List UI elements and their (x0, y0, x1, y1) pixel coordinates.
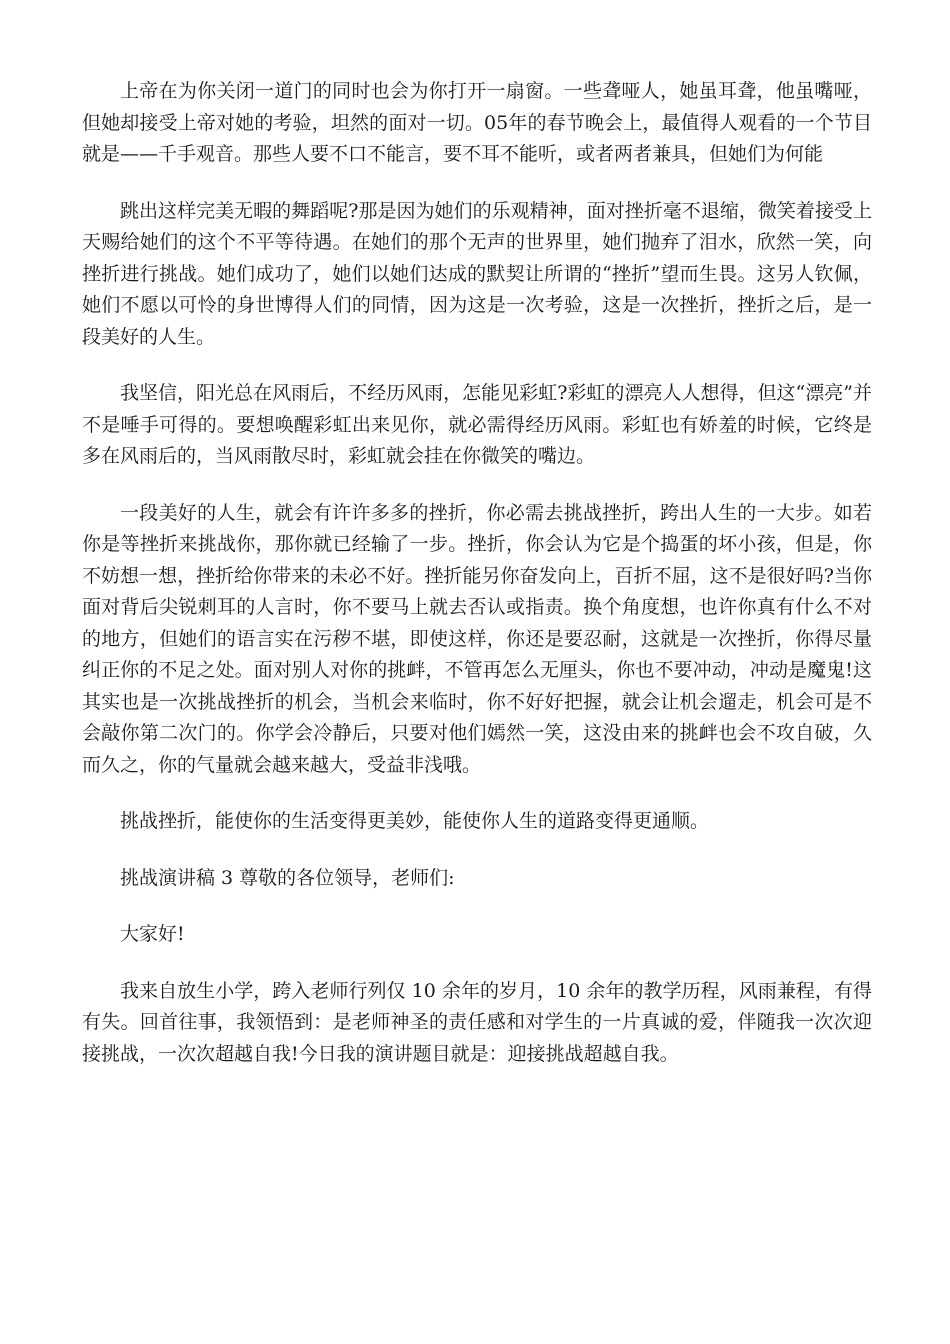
paragraph-4: 一段美好的人生，就会有许许多多的挫折，你必需去挑战挫折，跨出人生的一大步。如若你是等挫折来挑战你，那你就已经输了一步。挫折，你会认为它是个捣蛋的坏小孩，但是，你不妨想一想，挫折给你带来的未必不好。挫折能另你奋发向上，百折不屈，这不是很好吗?当你面对背后尖锐刺耳的人言时，你不要马上就去否认或指责。换个角度想，也许你真有什么不对的地方，但她们的语言实在污秽不堪，即使这样，你还是要忍耐，这就是一次挫折，你得尽量纠正你的不足之处。面对别人对你的挑衅，不管再怎么无厘头，你也不要冲动，冲动是魔鬼!这其实也是一次挑战挫折的机会，当机会来临时，你不好好把握，就会让机会遛走，机会可是不会敲你第二次门的。你学会冷静后，只要对他们嫣然一笑，这没由来的挑衅也会不攻自破，久而久之，你的气量就会越来越大，受益非浅哦。 (82, 501, 872, 776)
speech-heading: 挑战演讲稿 3 尊敬的各位领导，老师们: (120, 866, 455, 889)
paragraph-2: 跳出这样完美无暇的舞蹈呢?那是因为她们的乐观精神，面对挫折毫不退缩，微笑着接受上天赐给她们的这个不平等待遇。在她们的那个无声的世界里，她们抛弃了泪水，欣然一笑，向挫折进行挑战。她们成功了，她们以她们达成的默契让所谓的“挫折”望而生畏。这另人钦佩，她们不愿以可怜的身世博得人们的同情，因为这是一次考验，这是一次挫折，挫折之后，是一段美好的人生。 (82, 199, 872, 348)
document-body (82, 76, 872, 1095)
greeting: 大家好! (120, 923, 185, 945)
paragraph-8: 我来自放生小学，跨入老师行列仅 10 余年的岁月，10 余年的教学历程，风雨兼程，有得有失。回首往事，我领悟到：是老师神圣的责任感和对学生的一片真诚的爱，伴随我一次次迎接挑战，一次次超越自我!今日我的演讲题目就是：迎接挑战超越自我。 (82, 979, 872, 1065)
paragraph-5: 挑战挫折，能使你的生活变得更美妙，能使你人生的道路变得更通顺。 (120, 810, 710, 832)
paragraph-3: 我坚信，阳光总在风雨后，不经历风雨，怎能见彩虹?彩虹的漂亮人人想得，但这“漂亮”并不是唾手可得的。要想唤醒彩虹出来见你，就必需得经历风雨。彩虹也有娇羞的时候，它终是多在风雨后的，当风雨散尽时，彩虹就会挂在你微笑的嘴边。 (82, 382, 872, 467)
paragraph-1: 上帝在为你关闭一道门的同时也会为你打开一扇窗。一些聋哑人，她虽耳聋，他虽嘴哑，但她却接受上帝对她的考验，坦然的面对一切。05年的春节晚会上，最值得人观看的一个节目就是——千手观音。那些人要不口不能言，要不耳不能听，或者两者兼具，但她们为何能 (82, 80, 872, 165)
